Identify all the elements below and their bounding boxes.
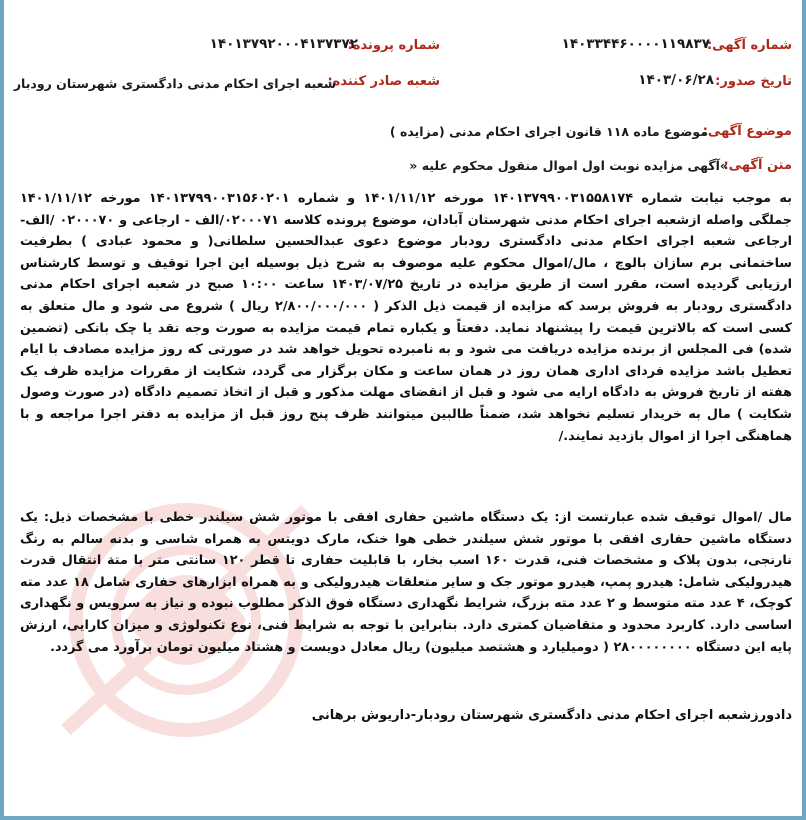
paragraph-auction-terms: به موجب نیابت شماره ۱۴۰۱۳۷۹۹۰۰۳۱۵۵۸۱۷۴ مورخه ۱۴۰۱/۱۱/۱۲ و شماره ۱۴۰۱۳۷۹۹۰۰۳۱۵۶۰۲۰۱ مورخه ۱۴۰۱/۱۱/۱۲ جملگی واصله ازشعبه اجرای احکام مدنی شهرستان آبادان، موضوع پرونده کلاسه ۰۲۰۰۰۷۱/الف - ارجاعی و ۰۲۰۰۰۷۰ /الف- ارجاعی شعبه اجرای احکام مدنی دادگستری رودبار موضوع دعوی عبدالحسین سلطانی( و محمود عبادی ) بطرفیت ساختمانی برم سازان بالوچ ، مال/اموال محکوم علیه موصوف به شرح ذیل بوسیله این اجرا توقیف و توسط کارشناس ارزیابی گردیده است، مقرر است از طریق مزایده در تاریخ ۱۴۰۳/۰۷/۲۵ ساعت ۱۰:۰۰ صبح در شعبه اجرای احکام مدنی دادگستری رودبار به فروش برسد که مزایده از قیمت ذیل الذکر ( ۲/۸۰۰/۰۰۰/۰۰۰ ریال ) شروع می شود و مال متعلق به کسی است که بالاترین قیمت را پیشنهاد نماید. دفعتاً و یکباره تمام قیمت مزایده به صورت وجه نقد یا چک بانکی (تضمین شده) فی المجلس از برنده مزایده دریافت می شود و به نامبرده تحویل خواهد شد در صورتی که روز مزایده مصادف با ایام تعطیل باشد مزایده فردای اداری همان روز در همان ساعت و مکان برگزار می گردد، شکایت از مقررات مزایده ظرف یک هفته از تاریخ فروش به دادگاه ارایه می شود و قبل از انقضای مهلت مذکور و قبل از اتخاذ تصمیم دادگاه (در صورت وصول شکایت ) مال به خریدار تسلیم نخواهد شد، ضمناً طالبین میتوانند ظرف پنج روز قبل از مزایده به دفتر اجرا مراجعه و با هماهنگی اجرا از اموال بازدید نمایند./ <box>20 191 793 444</box>
subject-text: موضوع ماده ۱۱۸ قانون اجرای احکام مدنی (مزایده ) <box>389 124 708 139</box>
frame-bottom-border <box>0 816 806 820</box>
frame-left-border <box>0 0 4 820</box>
frame-right-border <box>802 0 806 820</box>
signature-line: دادورزشعبه اجرای احکام مدنی دادگستری شهرستان رودبار-داریوش برهانی <box>311 708 792 723</box>
issuer-name: شعبه اجرای احکام مدنی دادگستری شهرستان رودبار <box>13 76 336 91</box>
case-number: ۱۴۰۱۳۷۹۲۰۰۰۴۱۳۷۳۷۲ <box>209 36 358 52</box>
paragraph-seized-property: مال /اموال توقیف شده عبارتست از: یک دستگاه ماشین حفاری افقی با موتور شش سیلندر خطی با مشخصات ذیل: یک دستگاه ماشین حفاری افقی با موتور شش سیلندر خطی هوا خنک، مارک دویتس به همراه شاسی و بدنه سالم به رنگ نارنجی، بدون پلاک و مشخصات فنی، قدرت ۱۶۰ اسب بخار، با قابلیت حفاری تا قطر ۱۲۰ سانتی متر با متة انتقال قدرت هیدرولیکی شامل: هیدرو پمپ، هیدرو موتور جک و سایر متعلقات هیدرولیکی و به همراه ابزارهای حفاری شامل ۱۸ عدد مته کوچک، ۴ عدد مته متوسط و ۲ عدد مته بزرگ، شرایط نگهداری دستگاه فوق الذکر مطلوب نبوده و نیاز به سرویس و نگهداری اساسی دارد. کاربرد محدود و متقاضیان کمتری دارد. بنابراین با توجه به شرایط فنی، نوع تکنولوژی و میزان کارایی، ارزش پایه این دستگاه ۲۸۰۰۰۰۰۰۰۰ ( دومیلیارد و هشتصد میلیون) ریال معادل دویست و هشتاد میلیون تومان برآورد می گردد. <box>20 510 793 655</box>
issue-date: ۱۴۰۳/۰۶/۲۸ <box>638 72 714 88</box>
text-label: متن آگهی: <box>723 158 792 173</box>
ad-number-label: شماره آگهی: <box>706 38 792 53</box>
ad-number: ۱۴۰۳۳۴۴۶۰۰۰۰۱۱۹۸۳۷ <box>561 36 710 52</box>
issuer-label: شعبه صادر کننده: <box>327 74 440 89</box>
subject-label: موضوع آگهی: <box>702 124 792 139</box>
case-number-label: شماره پرونده: <box>347 38 440 53</box>
announcement-title: »آگهی مزایده نوبت اول اموال منقول محکوم علیه « <box>409 158 728 173</box>
issue-date-label: تاریخ صدور: <box>715 74 792 89</box>
